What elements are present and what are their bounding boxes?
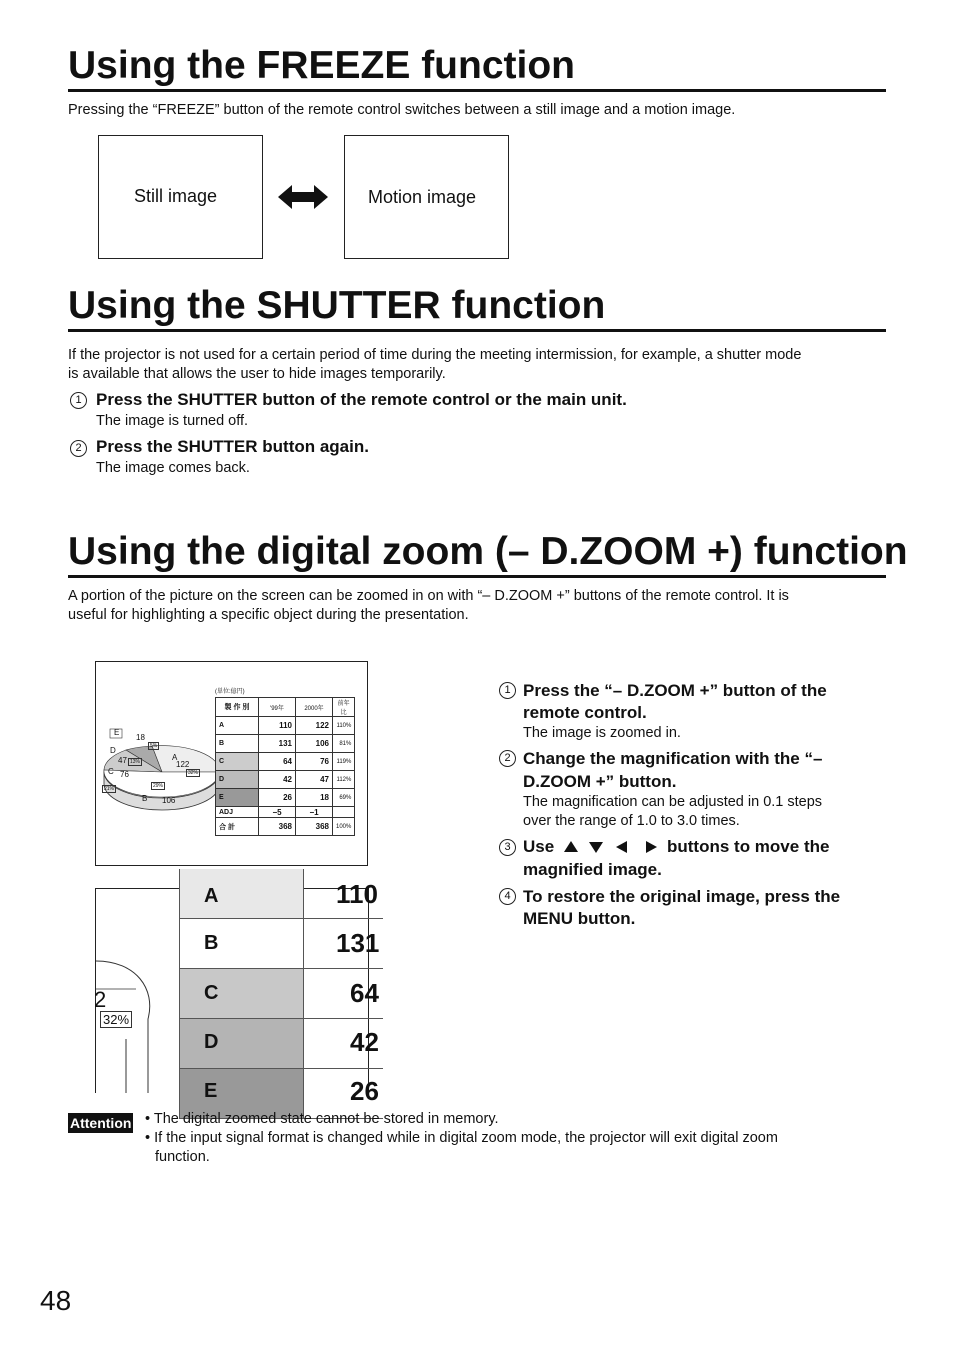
table-row [216,771,355,789]
dzoom-step2-note1: The magnification can be adjusted in 0.1 steps [523,794,823,810]
section-rule [68,575,886,578]
zoomed-pie [96,889,180,1093]
zoomed-row-c [179,969,303,1019]
row-ratio: 100% [333,818,355,836]
shutter-intro-line2: is available that allows the user to hide images temporarily. [68,366,446,382]
dzoom-step3-rest: buttons to move the [667,837,830,856]
still-image-label: Still image [134,186,218,206]
step-number: 2 [70,440,87,457]
zoomed-number: 64 [350,978,379,1008]
pie-pct-c: 21% [104,786,115,792]
pie-value-e: 18 [136,733,145,742]
dzoom-step1-line1: Press the “– D.ZOOM +” button of the [523,681,827,700]
row-ratio: 69% [333,789,355,807]
page-number: 48 [40,1285,72,1316]
dzoom-intro-line1: A portion of the picture on the screen can be zoomed in on with “– D.ZOOM +” buttons of the remote control. It is [68,588,789,604]
row-label: D [216,771,259,789]
step-number: 3 [499,839,516,856]
table-header: 2000年 [296,698,333,717]
table-row [216,818,355,836]
pie-label-e: E [114,728,120,737]
row-value-00: 368 [296,818,333,836]
row-label: 合 計 [216,818,259,836]
pie-value-a: 122 [176,760,190,769]
zoomed-row-d [179,1019,303,1069]
table-header: 前年比 [333,698,355,717]
zoomed-number: 42 [350,1027,379,1057]
step-number: 2 [499,750,516,767]
zoomed-label: B [204,932,219,954]
row-value-99: 368 [259,818,296,836]
zoomed-row-a [179,869,303,919]
pie-pct-b: 29% [153,783,164,789]
zoomed-screen [94,879,380,1106]
original-screen [95,661,368,866]
pie-pct-e: 5% [150,743,158,749]
table-row [216,735,355,753]
row-value-00: 76 [296,753,333,771]
shutter-step1: Press the SHUTTER button of the remote control or the main unit. [96,390,627,409]
freeze-title: Using the FREEZE function [68,44,575,87]
attention-bullet2-line2: function. [155,1149,210,1165]
motion-image-box [344,135,509,259]
pie-value-b: 106 [162,796,176,805]
zoomed-number: 131 [336,928,380,958]
shutter-intro-line1: If the projector is not used for a certain period of time during the meeting intermission, for example, a shutter mode [68,347,802,363]
pie-label-c: C [108,767,114,776]
table-row [216,807,355,818]
pie-value-c: 76 [120,770,129,779]
row-value-00: 106 [296,735,333,753]
right-arrow-icon [646,841,657,853]
shutter-title: Using the SHUTTER function [68,284,606,327]
row-value-99: 64 [259,753,296,771]
row-value-00: 18 [296,789,333,807]
table-row [216,717,355,735]
pie-pct-a: 32% [188,770,199,776]
row-value-99: −5 [259,807,296,818]
dzoom-step1-note: The image is zoomed in. [523,725,681,741]
zoomed-pie-number: 2 [94,987,107,1012]
zoomed-pie-pct: 32% [100,1011,132,1028]
down-arrow-icon [589,842,603,853]
still-image-box [98,135,263,259]
dzoom-step3-line2: magnified image. [523,860,662,879]
pie-pct-d: 13% [130,759,141,765]
attention-badge: Attention [70,1115,132,1131]
dzoom-step4-line2: MENU button. [523,909,636,928]
row-value-99: 26 [259,789,296,807]
row-value-00: 122 [296,717,333,735]
zoomed-label: C [204,982,219,1004]
section-rule [68,329,886,332]
step-number: 1 [70,392,87,409]
row-ratio: 119% [333,753,355,771]
step-number: 4 [499,888,516,905]
shutter-step1-note: The image is turned off. [96,413,249,429]
table-header: '99年 [259,698,296,717]
pie-value-d: 47 [118,756,127,765]
shutter-step2-note: The image comes back. [96,460,250,476]
dzoom-title: Using the digital zoom (– D.ZOOM +) function [68,530,908,573]
dzoom-step1-line2: remote control. [523,703,647,722]
up-arrow-icon [564,841,578,852]
double-arrow-icon [278,184,328,210]
zoomed-label: D [204,1031,219,1053]
data-table [215,697,355,836]
table-row [216,789,355,807]
row-ratio: 112% [333,771,355,789]
attention-bullet1: • The digital zoomed state cannot be stored in memory. [145,1111,499,1127]
table-header-row [216,698,355,717]
freeze-intro: Pressing the “FREEZE” button of the remote control switches between a still image and a motion image. [68,102,736,118]
pie-label-d: D [110,746,116,755]
attention-bullet2-line1: • If the input signal format is changed while in digital zoom mode, the projector will exit digital zoom [145,1130,778,1146]
dzoom-intro-line2: useful for highlighting a specific object during the presentation. [68,607,469,623]
row-label: A [216,717,259,735]
pie-label-b: B [142,794,148,803]
zoomed-number: 26 [350,1076,379,1106]
left-arrow-icon [616,841,627,853]
dzoom-step3-use: Use [523,837,555,856]
dzoom-step2-line1: Change the magnification with the “– [523,749,823,768]
table-header: 製 作 別 [216,698,259,717]
row-ratio [333,807,355,818]
row-value-99: 131 [259,735,296,753]
row-value-00: 47 [296,771,333,789]
row-value-00: −1 [296,807,333,818]
row-value-99: 42 [259,771,296,789]
row-ratio: 110% [333,717,355,735]
dzoom-step4-line1: To restore the original image, press the [523,887,841,906]
step-number: 1 [499,682,516,699]
zoomed-number: 110 [336,879,378,909]
pie-label-a: A [172,753,178,762]
table-row [216,753,355,771]
arrow-buttons-icons [563,839,661,855]
dzoom-step2-note2: over the range of 1.0 to 3.0 times. [523,813,740,829]
dzoom-step2-line2: D.ZOOM +” button. [523,772,677,791]
shutter-step2: Press the SHUTTER button again. [96,437,369,456]
zoomed-label: E [204,1080,218,1102]
row-value-99: 110 [259,717,296,735]
row-label: B [216,735,259,753]
zoomed-label: A [204,885,219,907]
row-label: C [216,753,259,771]
section-rule [68,89,886,92]
row-label: E [216,789,259,807]
row-label: ADJ [216,807,259,818]
motion-image-label: Motion image [368,187,477,207]
row-ratio: 81% [333,735,355,753]
chart-unit: (単位:億円) [215,689,245,695]
zoomed-row-b [179,919,303,969]
